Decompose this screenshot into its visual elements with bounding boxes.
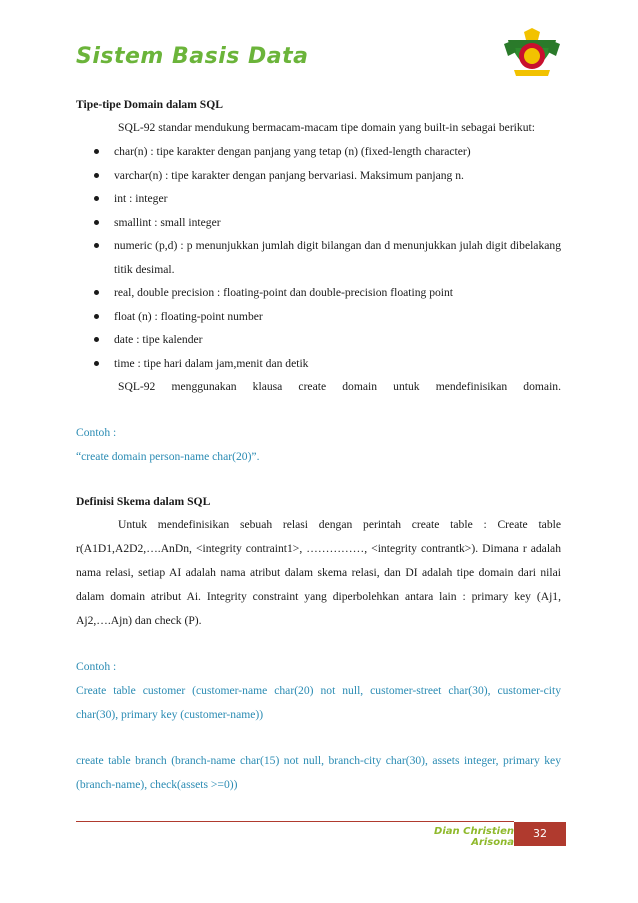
footer-rule — [76, 821, 514, 822]
list-item: smallint : small integer — [76, 211, 561, 235]
domain-types-intro: SQL-92 standar mendukung bermacam-macam tipe domain yang built-in sebagai berikut: — [118, 121, 535, 134]
page-number — [514, 822, 566, 846]
list-item: real, double precision : floating-point dan double-precision floating point — [76, 281, 561, 305]
example-create-table-customer: Create table customer (customer-name char(20) not null, customer-street char(30), customer-city char(30), primary key (customer-name)) — [76, 684, 561, 721]
section-heading-domain-types: Tipe-tipe Domain dalam SQL — [76, 98, 223, 111]
schema-definition-paragraph: Untuk mendefinisikan sebuah relasi dengan perintah create table : Create table r(A1D1,A2D2,….AnDn, <integrity contraint1>, ……………, <integrity contrantk>). Dimana r adalah nama relasi, setiap AI adalah nama atribut dalam skema relasi, dan DI adalah tipe domain dari nilai dalam domain atribut Ai. Integrity constraint yang diperbolehkan antara lain : primary key (Aj1, Aj2,….Ajn) dan check (P). — [76, 518, 561, 627]
list-item: char(n) : tipe karakter dengan panjang yang tetap (n) (fixed-length character) — [76, 140, 561, 164]
example-create-table-branch: create table branch (branch-name char(15) not null, branch-city char(30), assets integer, primary key (branch-name), check(assets >=0)) — [76, 754, 561, 791]
example-create-domain: “create domain person-name char(20)”. — [76, 450, 260, 463]
list-item: numeric (p,d) : p menunjukkan jumlah digit bilangan dan d menunjukkan julah digit dibelakang titik desimal. — [76, 234, 561, 281]
document-header-title: Sistem Basis Data — [76, 44, 309, 69]
domain-types-list — [76, 140, 561, 375]
list-item: varchar(n) : tipe karakter dengan panjang bervariasi. Maksimum panjang n. — [76, 164, 561, 188]
university-seal-icon — [502, 26, 562, 80]
create-domain-note: SQL-92 menggunakan klausa create domain untuk mendefinisikan domain. — [118, 380, 561, 393]
example-label: Contoh : — [76, 660, 117, 673]
page-content — [76, 94, 561, 797]
example-label: Contoh : — [76, 426, 117, 439]
list-item: float (n) : floating-point number — [76, 305, 561, 329]
list-item: int : integer — [76, 187, 561, 211]
list-item: time : tipe hari dalam jam,menit dan detik — [76, 352, 561, 376]
section-heading-schema-definition: Definisi Skema dalam SQL — [76, 495, 211, 508]
page-number-text: 32 — [533, 827, 547, 840]
footer-author: Dian Christien Arisona — [434, 826, 514, 848]
list-item: date : tipe kalender — [76, 328, 561, 352]
